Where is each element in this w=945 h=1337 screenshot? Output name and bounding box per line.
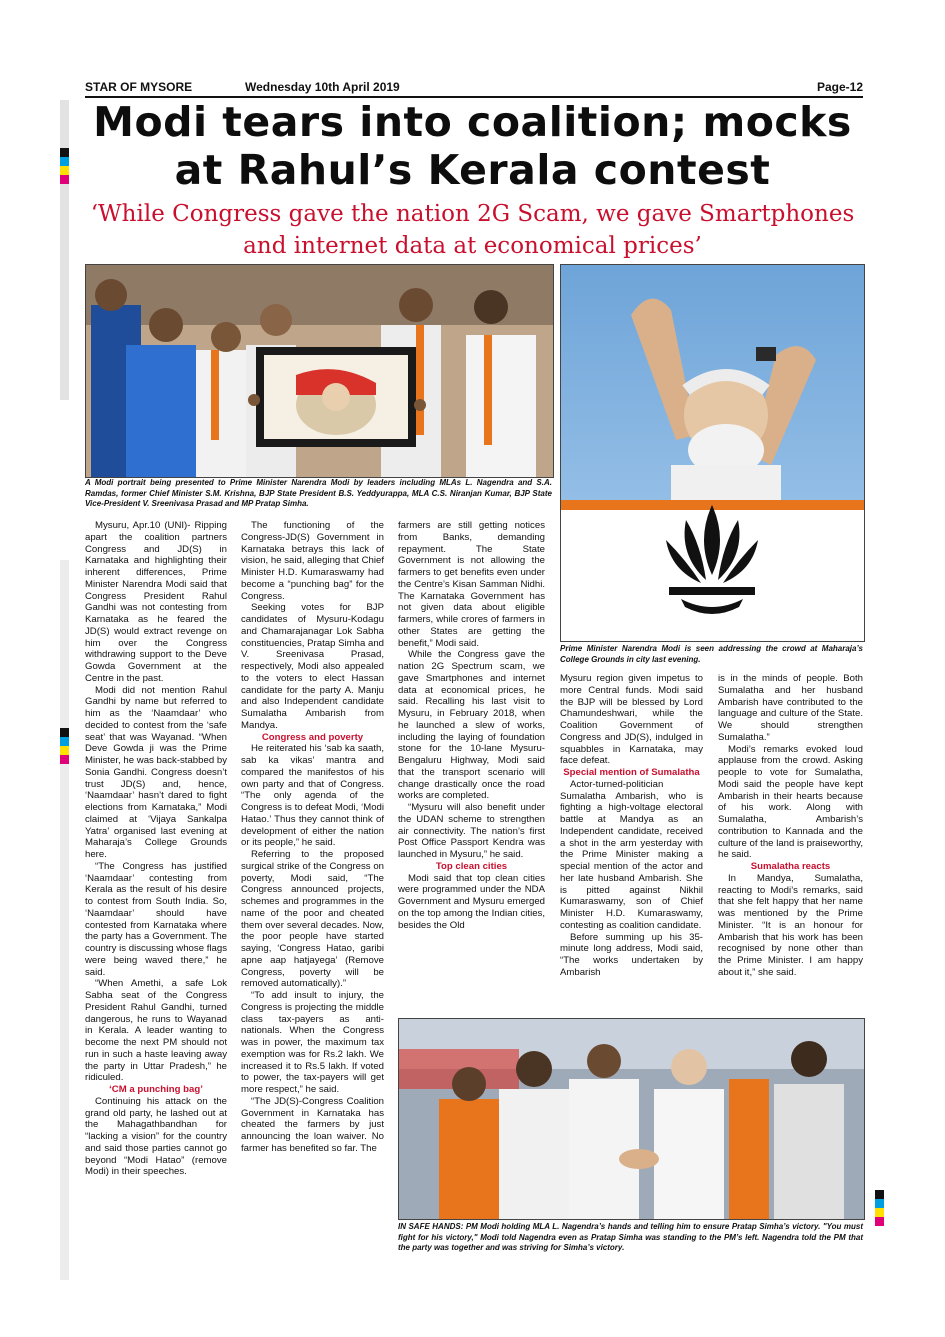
registration-mark bbox=[875, 1199, 884, 1208]
issue-date: Wednesday 10th April 2019 bbox=[245, 80, 400, 94]
paragraph: Before summing up his 35-minute long address, Modi said, “The works undertaken by Ambarish bbox=[560, 931, 703, 978]
page-number: Page-12 bbox=[816, 80, 863, 94]
paragraph: “The Congress has justified ‘Naamdaar’ contesting from Kerala as the result of his desire to contest from South India. So, ‘Naamdaar’ should have contested from Karnataka where the party has a Government. The country is discussing whose flags were being waved there,” he said. bbox=[85, 860, 227, 978]
registration-mark bbox=[60, 746, 69, 755]
headline-line-1: Modi tears into coalition; mocks bbox=[93, 98, 852, 146]
portrait-presentation-photo bbox=[85, 264, 554, 478]
newspaper-name: STAR OF MYSORE bbox=[85, 80, 193, 94]
paragraph: Modi said that top clean cities were programmed under the NDA Government and Mysuru emerged on the top among the Indian cities, besides the Old bbox=[398, 872, 545, 931]
headline-line-2: at Rahul’s Kerala contest bbox=[174, 146, 771, 194]
paragraph: He reiterated his ‘sab ka saath, sab ka vikas’ mantra and compared the manifestos of his own party and that of Congress. “The only agenda of the Congress is to defeat Modi, ‘Modi Hatao.’ Thus they cannot think of development of either the nation or its people,” he said. bbox=[241, 743, 384, 849]
registration-mark bbox=[875, 1217, 884, 1226]
article-column-3 bbox=[398, 520, 545, 931]
section-subhead: ‘CM a punching bag’ bbox=[109, 1084, 203, 1095]
paragraph: Actor-turned-politician Sumalatha Ambarish, who is fighting a high-voltage electoral battle at Mandya as an Independent candidate, received a shot in the arm yesterday with the Prime Minister making a special mention of the actor and her late husband Ambarish. She is pitted against Nikhil Kumaraswamy, son of Chief Minister H.D. Kumaraswamy, contesting as coalition candidate. bbox=[560, 778, 703, 931]
registration-mark bbox=[60, 728, 69, 737]
safe-hands-caption: IN SAFE HANDS: PM Modi holding MLA L. Nagendra’s hands and telling him to ensure Pratap Simha’s victory. "You must fight for his victory," Modi told Nagendra even as Pratap Simha was standing to the PM’s left. Nagendra told the PM that the party was together and was striving for Simha’s victory. bbox=[398, 1222, 863, 1252]
margin-grey-bar bbox=[60, 560, 69, 1280]
registration-mark bbox=[60, 737, 69, 746]
registration-mark bbox=[60, 755, 69, 764]
article-column-1 bbox=[85, 520, 227, 1178]
paragraph: Referring to the proposed surgical strike of the Congress on poverty, Modi said, “The Congress announced projects, schemes and programmes in the name of the poor and cheated them over several decades. Now, the poor people have started saying, ‘Congress Hatao, garibi apne aap hatjayega’ (Remove Congress, poverty will be removed automatically).” bbox=[241, 849, 384, 990]
modi-addressing-photo bbox=[560, 264, 865, 642]
paragraph: “To add insult to injury, the Congress is projecting the middle class tax-payers as anti-nationals. When the Congress was in power, the maximum tax exemption was for Rs.2 lakh. We increased it to Rs.5 lakh. If voted to power, the tax-payers will get more respect,” he said. bbox=[241, 990, 384, 1095]
registration-mark bbox=[60, 166, 69, 175]
registration-mark bbox=[875, 1190, 884, 1199]
paragraph: In Mandya, Sumalatha, reacting to Modi’s remarks, said that she felt happy that her name was mentioned by the Prime Minister. “It is an honour for Ambarish that his work has been recognised by none other than the Prime Minister. I am happy about it,” she said. bbox=[718, 872, 863, 978]
section-subhead: Top clean cities bbox=[435, 860, 508, 872]
paragraph: The functioning of the Congress-JD(S) Government in Karnataka betrays this lack of vision, he said, alleging that Chief Minister H.D. Kumaraswamy had become a “punching bag” for the Congress. bbox=[241, 520, 384, 602]
registration-mark bbox=[875, 1208, 884, 1217]
modi-addressing-caption: Prime Minister Narendra Modi is seen addressing the crowd at Maharaja’s College Grounds in city last evening. bbox=[560, 644, 863, 664]
registration-mark bbox=[60, 175, 69, 184]
paragraph: is in the minds of people. Both Sumalatha and her husband Ambarish have contributed to the language and culture of the State. We should strengthen Sumalatha.” bbox=[718, 673, 863, 743]
section-subhead: Congress and poverty bbox=[261, 731, 364, 743]
subheadline-line-2: and internet data at economical prices’ bbox=[243, 233, 702, 259]
paragraph: Modi did not mention Rahul Gandhi by name but referred to him as the ‘Naamdaar’ who decided to contest from the ‘safe seat’ that was Wayanad. “When Deve Gowda ji was the Prime Minister, he was back-stabbed by Sonia Gandhi. Congress doesn’t trust JD(S) and, hence, ‘Naamdaar’ hasn’t dared to fight elections from Karnataka,” Modi claimed at ‘Vijaya Sankalpa Yatra’ organised last evening at Maharaja’s College Grounds here. bbox=[85, 684, 227, 860]
article-column-5 bbox=[718, 673, 863, 979]
paragraph: “Mysuru will also benefit under the UDAN scheme to strengthen air connectivity. The nation’s first Post Office Passport Kendra was launched in Mysuru,” he said. bbox=[398, 802, 545, 860]
paragraph: Continuing his attack on the grand old party, he lashed out at the Mahagathbandhan for “lacking a vision” for the country and said those parties cannot go beyond “Modi Hatao” (remove Modi) in their speeches. bbox=[85, 1095, 227, 1178]
page-header bbox=[85, 80, 863, 96]
headline bbox=[70, 98, 875, 194]
safe-hands-photo bbox=[398, 1018, 865, 1220]
paragraph: Modi’s remarks evoked loud applause from the crowd. Asking people to vote for Sumalatha, Modi said the people have kept Ambarish in their hearts because of his work. Along with Sumalatha, Ambarish’s contribution to Kannada and the culture of the land is praiseworthy, he said. bbox=[718, 743, 863, 861]
paragraph: Mysuru region given impetus to more Central funds. Modi said the BJP will be blessed by Lord Chamundeshwari, while the Coalition Government of Congress and JD(S), indulged in squabbles in Karnataka, may face defeat. bbox=[560, 673, 703, 767]
paragraph: While the Congress gave the nation 2G Spectrum scam, we gave Smartphones and internet data at economical prices, he said. Recalling his last visit to Mysuru, in February 2018, when he launched a slew of works, including the laying of foundation stone for the 10-lane Mysuru-Bengaluru Highway, Modi said that the transport scenario will change drastically once the road works are completed. bbox=[398, 649, 545, 802]
section-subhead: Special mention of Sumalatha bbox=[563, 767, 700, 778]
paragraph: “When Amethi, a safe Lok Sabha seat of the Congress President Rahul Gandhi, turned dangerous, he runs to Wayanad in Kerala. A leader wanting to become the next PM should not run in such a haste leaving away the party in Uttar Pradesh,” he ridiculed. bbox=[85, 978, 227, 1084]
portrait-photo-caption: A Modi portrait being presented to Prime Minister Narendra Modi by leaders including MLAs L. Nagendra and S.A. Ramdas, former Chief Minister S.M. Krishna, BJP State President B.S. Yeddyurappa, MLA C.S. Niranjan Kumar, BJP State Vice-President V. Sreenivasa Prasad and MP Pratap Simha. bbox=[85, 478, 552, 508]
subheadline bbox=[70, 198, 875, 262]
paragraph: farmers are still getting notices from Banks, demanding repayment. The State Government is not allowing the farmers to get benefits even under the Centre’s Kisan Samman Nidhi. The Karnataka Government has not given data about eligible farmers, while crores of farmers in other States are getting the benefit,” Modi said. bbox=[398, 520, 545, 649]
registration-mark bbox=[60, 148, 69, 157]
paragraph: “The JD(S)-Congress Coalition Government in Karnataka has cheated the farmers by just announcing the loan waiver. No farmer has benefited so far. The bbox=[241, 1095, 384, 1154]
paragraph: Mysuru, Apr.10 (UNI)- Ripping apart the coalition partners Congress and JD(S) in Karnataka and highlighting their inherent differences, Prime Minister Narendra Modi said that Congress President Rahul Gandhi was not contesting from Karnataka as he feared the JD(S) would extract revenge on him over the Congress withdrawing support to the Deve Gowda Government at the Centre in the past. bbox=[85, 520, 227, 684]
subheadline-line-1: ‘While Congress gave the nation 2G Scam, we gave Smartphones bbox=[90, 201, 855, 227]
article-column-2 bbox=[241, 520, 384, 1155]
margin-grey-bar bbox=[60, 100, 69, 400]
registration-mark bbox=[60, 157, 69, 166]
paragraph: Seeking votes for BJP candidates of Mysuru-Kodagu and Chamarajanagar Lok Sabha constituencies, Pratap Simha and V. Sreenivasa Prasad, respectively, Modi also appealed to the voters to elect Hassan candidate for the party A. Manju and also Independent candidate Sumalatha Ambarish from Mandya. bbox=[241, 602, 384, 731]
section-subhead: Sumalatha reacts bbox=[750, 861, 831, 872]
article-column-4 bbox=[560, 673, 703, 979]
